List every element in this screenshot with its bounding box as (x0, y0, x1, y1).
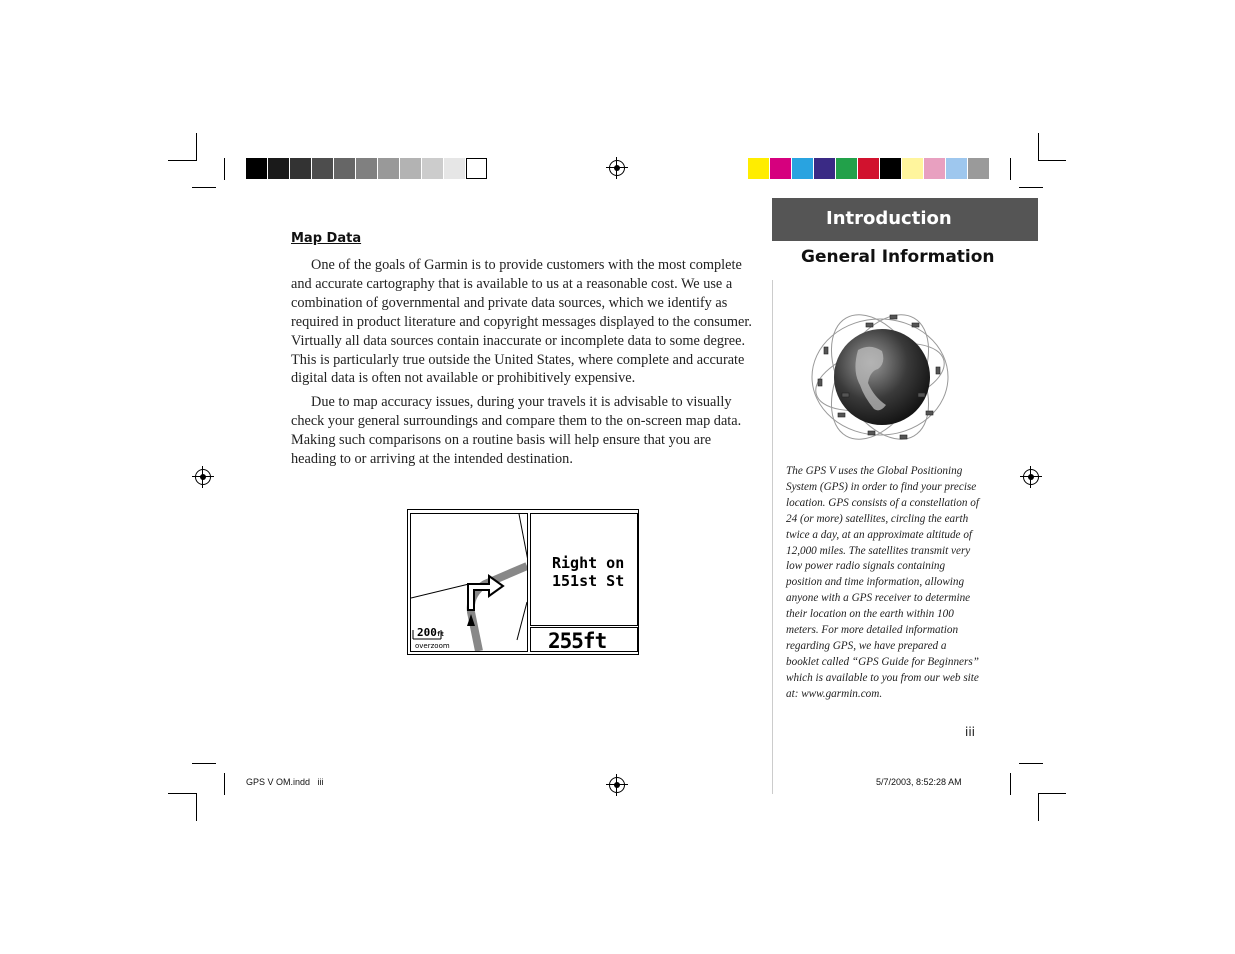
color-swatch (836, 158, 857, 179)
color-swatch (334, 158, 355, 179)
color-swatch (770, 158, 791, 179)
registration-mark-icon (195, 469, 211, 485)
section-tab: Introduction (772, 198, 1038, 241)
color-swatch (814, 158, 835, 179)
registration-mark-icon (609, 777, 625, 793)
turn-line: Right on (552, 554, 625, 572)
color-swatch (400, 158, 421, 179)
color-swatch (858, 158, 879, 179)
registration-mark-icon (609, 160, 625, 176)
zoom-label: overzoom (415, 642, 450, 650)
color-swatch (290, 158, 311, 179)
turn-street: 151st St (552, 572, 625, 590)
color-swatch (422, 158, 443, 179)
distance-value: 255ft (548, 629, 607, 653)
color-swatch (924, 158, 945, 179)
body-paragraph: Due to map accuracy issues, during your travels it is advisable to visually check your general surroundings and compare them to the on-screen map data. Making such comparisons on a routine basis will help ensure that you are heading to or arriving at the intended destination. (291, 394, 742, 467)
page-number: iii (965, 725, 976, 739)
color-swatch (466, 158, 487, 179)
color-swatch (246, 158, 267, 179)
subsection-title: General Information (801, 247, 995, 267)
color-swatch (946, 158, 967, 179)
map-data-heading: Map Data (291, 231, 362, 246)
turn-instruction (552, 554, 624, 590)
globe-caption: The GPS V uses the Global Positioning System (GPS) in order to find your precise location. GPS consists of a constellation of 24 (or more) satellites, circling the earth twice a day, at an approximate altitude of 12,000 miles. The satellites transmit very low power radio signals containing position and time information, allowing anyone with a GPS receiver to determine their location on the earth within 100 meters. For more detailed information regarding GPS, we have prepared a booklet called “GPS Guide for Beginners” which is available to you from our web site at: www.garmin.com. (786, 465, 979, 700)
color-swatch (312, 158, 333, 179)
color-swatch (968, 158, 989, 179)
map-scale-label: 200ft (417, 626, 445, 639)
color-swatch (880, 158, 901, 179)
gps-screen-illustration (407, 509, 639, 655)
color-swatch (902, 158, 923, 179)
gps-satellite-globe-image (808, 305, 953, 450)
map-view (410, 513, 528, 652)
color-swatch (356, 158, 377, 179)
color-swatch (748, 158, 769, 179)
registration-mark-icon (1023, 469, 1039, 485)
color-swatch (792, 158, 813, 179)
footer-file-name: GPS V OM.indd iii (246, 777, 324, 787)
color-swatch (268, 158, 289, 179)
color-swatch (444, 158, 465, 179)
distance-panel (530, 627, 638, 652)
footer-date: 5/7/2003, 8:52:28 AM (876, 777, 962, 787)
body-paragraph: One of the goals of Garmin is to provide customers with the most complete and accurate cartography that is available to us at a reasonable cost. We use a combination of governmental and private data sources, which we identify as required in product literature and copyright messages displayed to the consumer. Virtually all data sources contain inaccurate or incomplete data to some degree. This is particularly true outside the United States, where complete and accurate digital data is often not available or prohibitively expensive. (291, 257, 752, 387)
turn-instruction-panel (530, 513, 638, 626)
color-swatch (378, 158, 399, 179)
